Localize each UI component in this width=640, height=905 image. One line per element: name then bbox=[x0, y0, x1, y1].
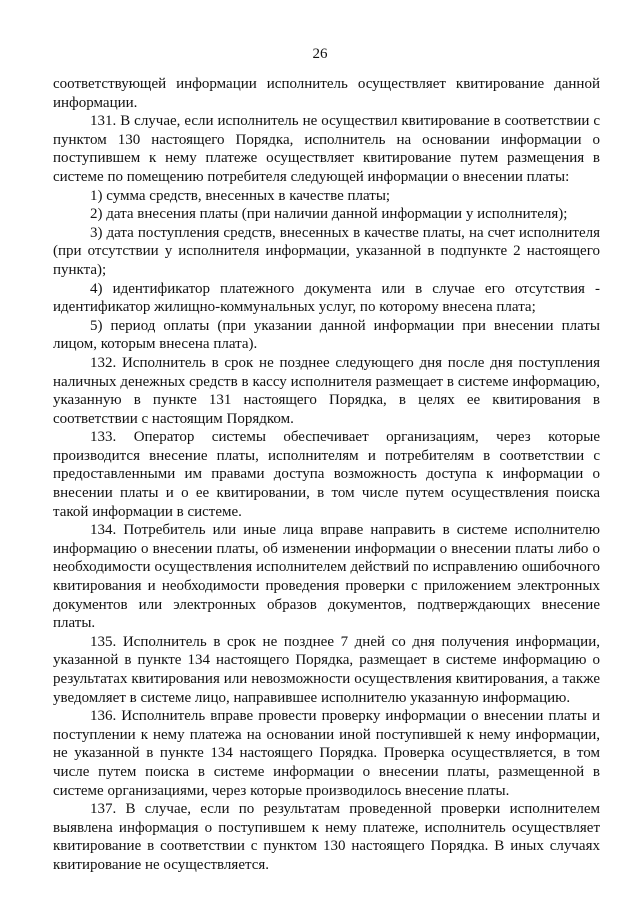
list-item-5: 5) период оплаты (при указании данной информации при внесении платы лицом, которым внесена плата). bbox=[53, 317, 600, 353]
paragraph-continuation: соответствующей информации исполнитель осуществляет квитирование данной информации. bbox=[53, 76, 600, 111]
paragraph-134: 134. Потребитель или иные лица вправе направить в системе исполнителю информацию о внесении платы, об изменении информации о внесении платы либо о необходимости осуществления исполнителем действий по исправлению ошибочного квитирования и необходимости проведения проверки с приложением электронных документов или электронных образов документов, подтверждающих внесение платы. bbox=[53, 522, 600, 632]
paragraph-135: 135. Исполнитель в срок не позднее 7 дней со дня получения информации, указанной в пункте 134 настоящего Порядка, размещает в системе информацию о результатах квитирования или невозможности осуществления квитирования, а также уведомляет в системе лицо, направившее исполнителю указанную информацию. bbox=[53, 633, 600, 706]
paragraph-136: 136. Исполнитель вправе провести проверку информации о внесении платы и поступлении к нему платежа на основании иной поступившей к нему информации, не указанной в пункте 134 настоящего Порядка. Проверка осуществляется, в том числе путем поиска в системе информации о внесении платы, размещенной в системе организациями, через которые производилось внесение платы. bbox=[53, 708, 600, 799]
document-body bbox=[53, 75, 600, 875]
list-item-4: 4) идентификатор платежного документа или в случае его отсутствия - идентификатор жилищно-коммунальных услуг, по которому внесена плата; bbox=[53, 280, 600, 316]
list-item-1: 1) сумма средств, внесенных в качестве платы; bbox=[90, 187, 391, 204]
paragraph-131: 131. В случае, если исполнитель не осуществил квитирование в соответствии с пунктом 130 настоящего Порядка, исполнитель на основании информации о поступившем к нему платеже осуществляет квитирование путем размещения в системе по помещению потребителя следующей информации о внесении платы: bbox=[53, 113, 600, 185]
list-item-2: 2) дата внесения платы (при наличии данной информации у исполнителя); bbox=[90, 206, 568, 223]
paragraph-137: 137. В случае, если по результатам проведенной проверки исполнителем выявлена информация о поступившем к нему платеже, исполнитель осуществляет квитирование в соответствии с пунктом 130 настоящего Порядка. В иных случаях квитирование не осуществляется. bbox=[53, 801, 600, 873]
paragraph-132: 132. Исполнитель в срок не позднее следующего дня после дня поступления наличных денежных средств в кассу исполнителя размещает в системе информацию, указанную в пункте 131 настоящего Порядка, в целях ее квитирования в соответствии с настоящим Порядком. bbox=[53, 354, 600, 427]
list-item-3: 3) дата поступления средств, внесенных в качестве платы, на счет исполнителя (при отсутствии у исполнителя информации, указанной в подпункте 2 настоящего пункта); bbox=[53, 224, 600, 278]
page-number: 26 bbox=[312, 46, 328, 62]
paragraph-133: 133. Оператор системы обеспечивает организациям, через которые производится внесение платы, исполнителям и потребителям в соответствии с предоставленными им правами доступа возможность доступа к информации о внесении платы и о ее квитировании, в том числе путем осуществления поиска такой информации в системе. bbox=[53, 429, 600, 520]
